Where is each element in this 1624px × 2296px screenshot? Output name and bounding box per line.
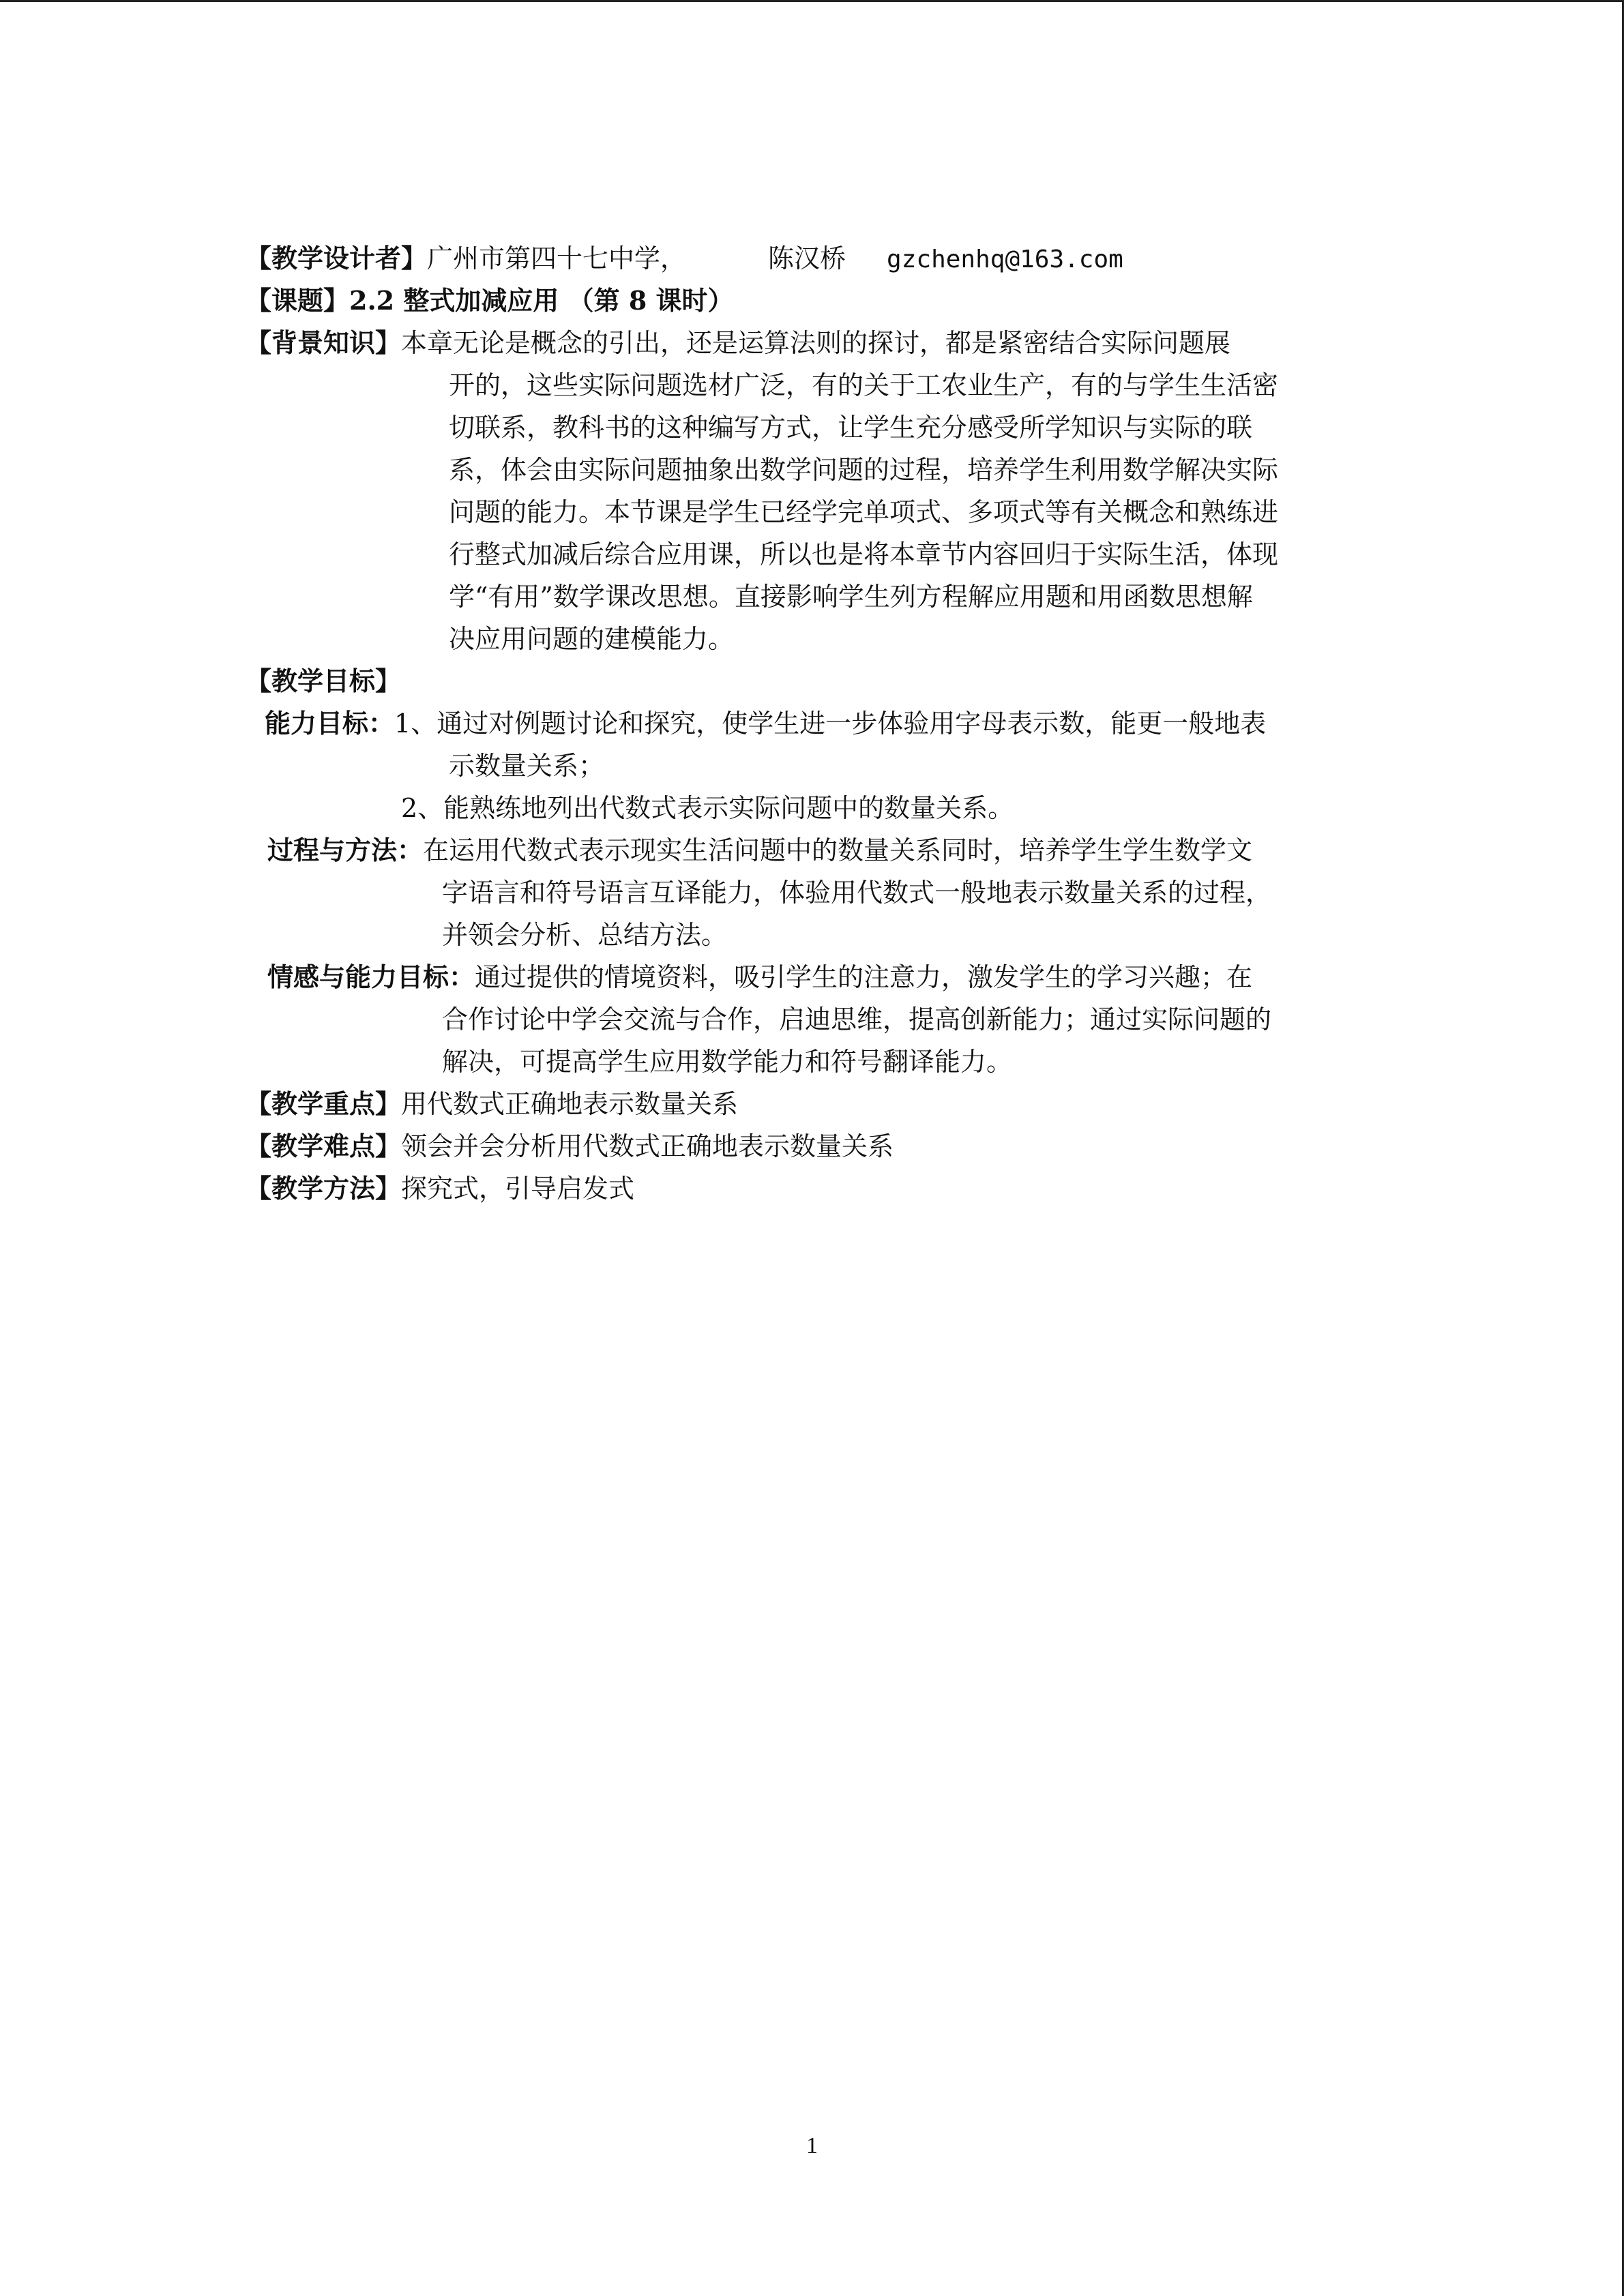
difficulty-line: [246, 1125, 1378, 1167]
designer-email: gzchenhq@163.com: [887, 245, 1123, 273]
designer-line: [246, 237, 1378, 280]
background-line-8: 决应用问题的建模能力。: [449, 624, 735, 654]
topic-label: 【课题】: [246, 285, 350, 316]
background-line-1: [246, 322, 1378, 364]
key-point-label: 【教学重点】: [246, 1088, 402, 1119]
page-border-top: [0, 0, 1624, 2]
method-value: 探究式，引导启发式: [401, 1174, 635, 1204]
ability-line-3: 2、能熟练地列出代数式表示实际问题中的数量关系。: [401, 793, 1014, 823]
page-number: 1: [806, 2133, 818, 2158]
designer-label: 【教学设计者】: [246, 243, 428, 273]
ability-item-1: 1、通过对例题讨论和探究，使学生进一步体验用字母表示数，能更一般地表: [394, 709, 1267, 739]
process-line-2: 字语言和符号语言互译能力，体验用代数式一般地表示数量关系的过程，: [442, 878, 1272, 908]
objectives-label: 【教学目标】: [246, 666, 402, 696]
document-body: [246, 237, 1378, 1210]
background-line-6: 行整式加减后综合应用课，所以也是将本章节内容回归于实际生活，体现: [449, 539, 1279, 569]
background-text: 本章无论是概念的引出，还是运算法则的探讨，都是紧密结合实际问题展: [401, 328, 1231, 358]
difficulty-value: 领会并会分析用代数式正确地表示数量关系: [401, 1131, 894, 1161]
emotion-line-3: 解决，可提高学生应用数学能力和符号翻译能力。: [442, 1047, 1013, 1077]
process-text-1: 在运用代数式表示现实生活问题中的数量关系同时，培养学生学生数学文: [423, 835, 1253, 865]
designer-school: 广州市第四十七中学，: [427, 243, 687, 273]
topic-line: [246, 280, 1378, 322]
ability-line-1: [246, 702, 1378, 745]
objectives-heading: [246, 660, 1378, 702]
background-line-2: 开的，这些实际问题选材广泛，有的关于工农业生产，有的与学生生活密: [449, 370, 1279, 400]
topic-value: 2.2 整式加减应用 （第 8 课时）: [349, 285, 734, 316]
ability-label: 能力目标：: [265, 708, 395, 739]
ability-line-2: 示数量关系；: [449, 751, 605, 781]
background-line-5: 问题的能力。本节课是学生已经学完单项式、多项式等有关概念和熟练进: [449, 497, 1279, 527]
background-label: 【背景知识】: [246, 327, 402, 358]
method-line: [246, 1167, 1378, 1210]
key-point-value: 用代数式正确地表示数量关系: [401, 1089, 739, 1119]
designer-name: 陈汉桥: [768, 243, 846, 273]
key-point-line: [246, 1083, 1378, 1125]
emotion-line-1: [246, 956, 1378, 998]
difficulty-label: 【教学难点】: [246, 1131, 402, 1161]
emotion-line-2: 合作讨论中学会交流与合作，启迪思维，提高创新能力；通过实际问题的: [442, 1004, 1272, 1034]
background-line-4: 系，体会由实际问题抽象出数学问题的过程，培养学生利用数学解决实际: [449, 455, 1279, 485]
process-line-1: [246, 829, 1378, 871]
background-line-7: 学“有用”数学课改思想。直接影响学生列方程解应用题和用函数思想解: [449, 582, 1253, 612]
emotion-text-1: 通过提供的情境资料，吸引学生的注意力，激发学生的学习兴趣；在: [475, 962, 1253, 992]
process-line-3: 并领会分析、总结方法。: [442, 920, 728, 950]
background-line-3: 切联系，教科书的这种编写方式，让学生充分感受所学知识与实际的联: [449, 413, 1253, 443]
method-label: 【教学方法】: [246, 1173, 402, 1204]
process-label: 过程与方法：: [267, 835, 424, 865]
emotion-label: 情感与能力目标：: [267, 961, 475, 992]
